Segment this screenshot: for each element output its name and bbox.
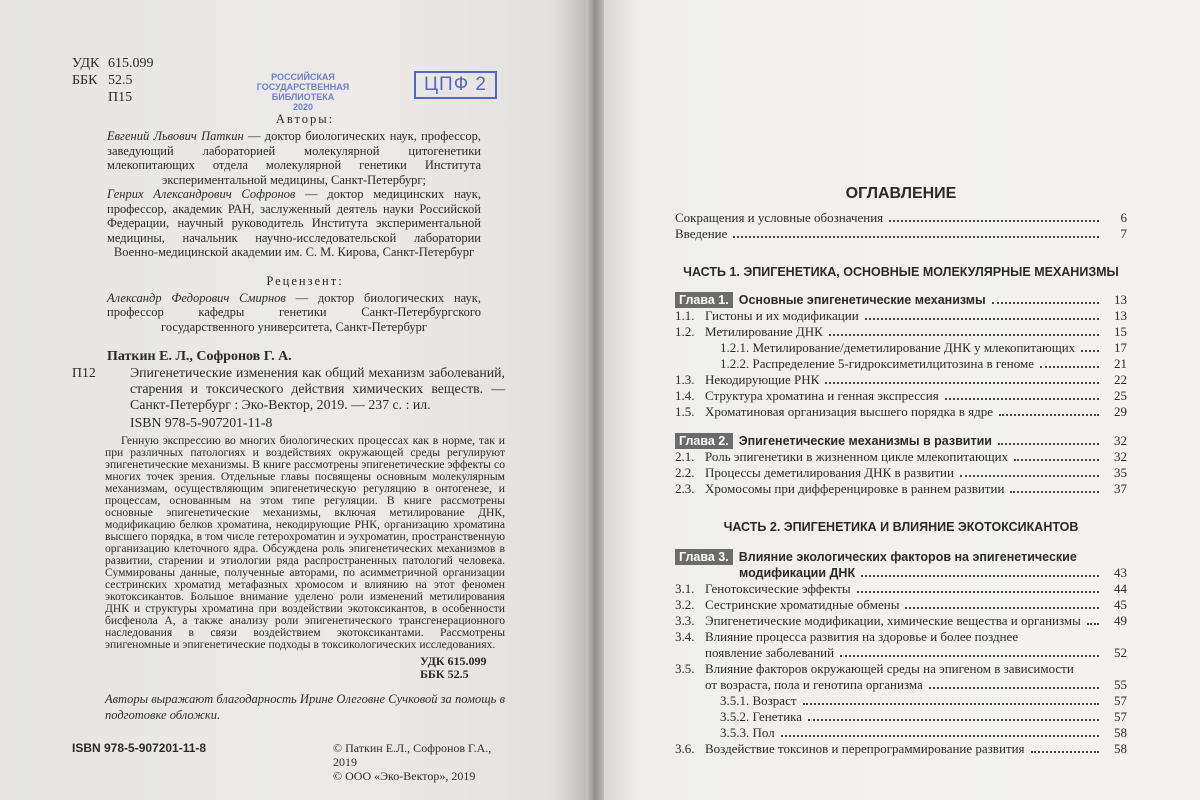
page-number: 17 bbox=[1114, 340, 1127, 355]
toc-entry[interactable] bbox=[675, 725, 1127, 741]
entry-title: Генотоксические эффекты bbox=[705, 581, 851, 596]
reviewer-heading: Рецензент: bbox=[266, 273, 344, 288]
entry-title: Влияние факторов окружающей среды на эпигеном в зависимости bbox=[705, 661, 1074, 676]
entry-number: 2.2. bbox=[675, 465, 695, 480]
page-number: 6 bbox=[1120, 210, 1127, 225]
dot-leader bbox=[808, 719, 1099, 721]
entry-title-cont: от возраста, пола и генотипа организма bbox=[705, 677, 923, 692]
reviewer-name: Александр Федорович Смирнов bbox=[107, 290, 286, 305]
dot-leader bbox=[865, 318, 1099, 320]
reviewer-desc: — доктор биологических наук, профессор кафедры генетики Санкт-Петербургского государственного университета, Санкт-Петербург bbox=[107, 290, 482, 334]
entry-number: 3.3. bbox=[675, 613, 695, 628]
entry-title: Некодирующие РНК bbox=[705, 372, 820, 387]
entry-title: 3.5.1. Возраст bbox=[720, 693, 797, 708]
page-number: 7 bbox=[1120, 226, 1127, 241]
dot-leader bbox=[803, 703, 1099, 705]
biblio-code: П12 bbox=[72, 365, 96, 380]
page-number: 35 bbox=[1114, 465, 1127, 480]
dot-leader bbox=[861, 575, 1099, 577]
stamp-line: ГОСУДАРСТВЕННАЯ bbox=[256, 82, 350, 92]
dot-leader bbox=[905, 607, 1099, 609]
code-label: УДК bbox=[72, 56, 100, 71]
entry-title: 3.5.2. Генетика bbox=[720, 709, 803, 724]
imprint-footer bbox=[72, 741, 505, 783]
page-number: 49 bbox=[1114, 613, 1127, 628]
page-number: 57 bbox=[1114, 709, 1127, 724]
book-spine bbox=[586, 0, 606, 800]
entry-title: Сокращения и условные обозначения bbox=[675, 210, 884, 225]
dot-leader bbox=[889, 220, 1099, 222]
udk: УДК 615.099 bbox=[420, 654, 487, 668]
page-number: 45 bbox=[1114, 597, 1127, 612]
toc-entry[interactable] bbox=[675, 210, 1127, 226]
dot-leader bbox=[733, 236, 1099, 238]
page-number: 55 bbox=[1114, 677, 1127, 692]
dot-leader bbox=[825, 382, 1099, 384]
dot-leader bbox=[857, 591, 1099, 593]
entry-number: 2.3. bbox=[675, 481, 695, 496]
entry-number: 3.1. bbox=[675, 581, 695, 596]
left-page-content bbox=[72, 112, 505, 783]
part-heading: ЧАСТЬ 1. ЭПИГЕНЕТИКА, ОСНОВНЫЕ МОЛЕКУЛЯРНЫЕ МЕХАНИЗМЫ bbox=[683, 265, 1119, 279]
stamp-line: БИБЛИОТЕКА bbox=[271, 92, 335, 102]
page-number: 58 bbox=[1114, 741, 1127, 756]
isbn-bottom: ISBN 978-5-907201-11-8 bbox=[72, 741, 207, 755]
dot-leader bbox=[1031, 751, 1099, 753]
chapter-entry[interactable] bbox=[675, 292, 1127, 308]
page-number: 29 bbox=[1114, 404, 1127, 419]
toc-entry[interactable] bbox=[675, 404, 1127, 420]
toc-entry[interactable] bbox=[675, 481, 1127, 497]
dot-leader bbox=[1014, 459, 1099, 461]
toc-entry[interactable] bbox=[675, 709, 1127, 725]
toc-entry[interactable] bbox=[675, 356, 1127, 372]
toc-entry[interactable] bbox=[675, 340, 1127, 356]
chapter-label: Глава 3. bbox=[675, 549, 733, 565]
toc-entry[interactable] bbox=[675, 693, 1127, 709]
copyright-line: © ООО «Эко-Вектор», 2019 bbox=[333, 769, 476, 783]
entry-title: Основные эпигенетические механизмы bbox=[738, 293, 986, 307]
biblio-title: Эпигенетические изменения как общий механизм заболеваний, старения и токсического действия химических веществ. — Санкт-Петербург : Эко-Вектор, 2019. — 237 с. : ил. bbox=[130, 365, 505, 412]
entry-number: 3.5. bbox=[675, 661, 695, 676]
entry-number: 3.2. bbox=[675, 597, 695, 612]
entry-title: Процессы деметилирования ДНК в развитии bbox=[705, 465, 954, 480]
page-number: 22 bbox=[1114, 372, 1127, 387]
toc-chapter-1 bbox=[675, 292, 1127, 420]
bbk: ББК 52.5 bbox=[420, 667, 469, 681]
author-name: Евгений Львович Паткин bbox=[107, 129, 244, 143]
toc-entry[interactable] bbox=[675, 226, 1127, 242]
dot-leader bbox=[960, 475, 1099, 477]
code-value: 615.099 bbox=[108, 56, 154, 71]
code-value: П15 bbox=[108, 90, 133, 105]
entry-title: Хромосомы при дифференцировке в раннем развитии bbox=[705, 481, 1005, 496]
page-number: 52 bbox=[1114, 645, 1127, 660]
entry-title: Метилирование ДНК bbox=[705, 324, 823, 339]
entry-number: 1.2. bbox=[675, 324, 695, 339]
page-number: 13 bbox=[1114, 308, 1127, 323]
library-stamp bbox=[248, 72, 358, 112]
entry-number: 2.1. bbox=[675, 449, 695, 464]
stamp-line: 2020 bbox=[292, 102, 314, 112]
entry-title: Влияние экологических факторов на эпигенетические bbox=[738, 550, 1077, 564]
stamp-line: РОССИЙСКАЯ bbox=[271, 72, 335, 82]
toc-chapter-3 bbox=[675, 549, 1127, 757]
entry-number: 3.4. bbox=[675, 629, 695, 644]
page-number: 57 bbox=[1114, 693, 1127, 708]
page-number: 25 bbox=[1114, 388, 1127, 403]
dot-leader bbox=[999, 414, 1099, 416]
reviewer-block bbox=[107, 291, 481, 335]
chapter-label: Глава 2. bbox=[675, 433, 733, 449]
entry-title: Хроматиновая организация высшего порядка в ядре bbox=[705, 404, 993, 419]
toc-entry[interactable] bbox=[675, 465, 1127, 481]
biblio-isbn: ISBN 978-5-907201-11-8 bbox=[130, 415, 273, 430]
dot-leader bbox=[829, 334, 1099, 336]
code-stamp: ЦПФ 2 bbox=[414, 71, 497, 99]
authors-heading: Авторы: bbox=[275, 112, 335, 126]
page-number: 58 bbox=[1114, 725, 1127, 740]
chapter-label: Глава 1. bbox=[675, 292, 733, 308]
toc-intro bbox=[675, 210, 1127, 242]
copyright bbox=[333, 741, 505, 783]
acknowledgement: Авторы выражают благодарность Ирине Олеговне Сучковой за помощь в подготовке обложки. bbox=[105, 692, 505, 722]
page-number: 15 bbox=[1114, 324, 1127, 339]
entry-number: 1.3. bbox=[675, 372, 695, 387]
toc-entry[interactable] bbox=[675, 613, 1127, 629]
dot-leader bbox=[929, 687, 1099, 689]
udk-bbk bbox=[420, 655, 505, 681]
page-number: 43 bbox=[1114, 565, 1127, 580]
dot-leader bbox=[992, 302, 1099, 304]
toc-title: ОГЛАВЛЕНИЕ bbox=[845, 185, 957, 202]
table-of-contents bbox=[675, 184, 1127, 757]
entry-title: Сестринские хроматидные обмены bbox=[705, 597, 900, 612]
page-number: 44 bbox=[1114, 581, 1127, 596]
entry-number: 1.1. bbox=[675, 308, 695, 323]
chapter-entry[interactable] bbox=[675, 549, 1127, 581]
entry-title: 3.5.3. Пол bbox=[720, 725, 775, 740]
entry-title: Эпигенетические модификации, химические вещества и организмы bbox=[705, 613, 1081, 628]
toc-entry[interactable] bbox=[675, 324, 1127, 340]
authors-block bbox=[107, 129, 481, 260]
code-label: ББК bbox=[72, 73, 98, 88]
dot-leader bbox=[1010, 491, 1099, 493]
classification-codes bbox=[72, 55, 154, 106]
page-number: 37 bbox=[1114, 481, 1127, 496]
copyright-line: © Паткин Е.Л., Софронов Г.А., 2019 bbox=[333, 741, 492, 769]
biblio-authors: Паткин Е. Л., Софронов Г. А. bbox=[107, 349, 292, 364]
dot-leader bbox=[998, 443, 1099, 445]
toc-entry[interactable] bbox=[675, 597, 1127, 613]
entry-number: 1.5. bbox=[675, 404, 695, 419]
dot-leader bbox=[1081, 350, 1099, 352]
biblio-entry bbox=[72, 365, 505, 413]
entry-title: 1.2.1. Метилирование/деметилирование ДНК у млекопитающих bbox=[720, 340, 1076, 355]
dot-leader bbox=[840, 655, 1099, 657]
toc-entry[interactable] bbox=[675, 388, 1127, 404]
toc-entry[interactable] bbox=[675, 581, 1127, 597]
dot-leader bbox=[781, 735, 1099, 737]
entry-title-cont: модификации ДНК bbox=[739, 566, 856, 580]
entry-title-cont: появление заболеваний bbox=[705, 645, 835, 660]
chapter-entry[interactable] bbox=[675, 433, 1127, 449]
part-heading: ЧАСТЬ 2. ЭПИГЕНЕТИКА И ВЛИЯНИЕ ЭКОТОКСИКАНТОВ bbox=[723, 520, 1079, 534]
page-number: 13 bbox=[1114, 292, 1127, 307]
abstract: Генную экспрессию во многих биологических процессах как в норме, так и при различных патологиях и воздействиях окружающей среды регулируют эпигенетические механизмы. В книге рассмотрены эпигенетические эффекты со многих точек зрения. Отдельные главы посвящены основным молекулярным механизмам, осуществляющим эпигенетическую регуляцию в онтогенезе, и процессам, основанным на этом типе регуляции. В книге рассмотрены основные эпигенетические механизмы, включая метилирование ДНК, модификацию белков хроматина, некодирующие РНК, организацию хроматина высшего порядка, в том числе гетерохроматин и эухроматин, пространственную организацию клеточного ядра. Обсуждена роль эпигенетических механизмов в развитии, старении и этиологии ряда распространенных патологий человека. Суммированы данные, полученные авторами, по асимметричной организации сестринских хроматид метафазных хромосом и влиянию на этот феномен экотоксикантов. Большое внимание уделено роли изменений метилирования ДНК и структуры хроматина при воздействии экотоксикантов, в особенности бисфенола А, а также анализу роли эпигенетического трансгенерационного наследования в связи воздействием экотоксикантами. Рассмотрены эпигеномные и эпигенетические подходы в токсикологических исследованиях. bbox=[105, 434, 505, 651]
toc-entry[interactable] bbox=[675, 629, 1127, 661]
dot-leader bbox=[945, 398, 1099, 400]
toc-entry[interactable] bbox=[675, 661, 1127, 693]
toc-entry[interactable] bbox=[675, 372, 1127, 388]
entry-title: Эпигенетические механизмы в развитии bbox=[738, 434, 992, 448]
toc-entry[interactable] bbox=[675, 741, 1127, 757]
entry-title: Влияние процесса развития на здоровье и более позднее bbox=[705, 629, 1019, 644]
author-desc: — доктор биологических наук, профессор, заведующий лабораторией молекулярной цитогенетики млекопитающих отдела молекулярной генетики Института экспериментальной медицины, Санкт-Петербург; bbox=[107, 129, 481, 187]
entry-title: Структура хроматина и генная экспрессия bbox=[705, 388, 939, 403]
entry-title: Воздействие токсинов и перепрограммирование развития bbox=[705, 741, 1025, 756]
page-number: 32 bbox=[1114, 433, 1127, 448]
page-number: 21 bbox=[1114, 356, 1127, 371]
entry-title: Роль эпигенетики в жизненном цикле млекопитающих bbox=[705, 449, 1009, 464]
author-desc: — доктор медицинских наук, профессор, академик РАН, заслуженный деятель науки Российской Федерации, научный руководитель Института экспериментальной медицины, начальник научно-исследовательской лаборатории Военно-медицинской академии им. С. М. Кирова, Санкт-Петербург bbox=[107, 187, 481, 259]
entry-title: Гистоны и их модификации bbox=[705, 308, 859, 323]
author-name: Генрих Александрович Софронов bbox=[107, 187, 296, 201]
toc-chapter-2 bbox=[675, 433, 1127, 497]
dot-leader bbox=[1040, 366, 1099, 368]
entry-number: 3.6. bbox=[675, 741, 695, 756]
entry-title: 1.2.2. Распределение 5-гидроксиметилцитозина в геноме bbox=[720, 356, 1034, 371]
entry-number: 1.4. bbox=[675, 388, 695, 403]
entry-title: Введение bbox=[675, 226, 728, 241]
page-number: 32 bbox=[1114, 449, 1127, 464]
code-value: 52.5 bbox=[108, 73, 133, 88]
toc-entry[interactable] bbox=[675, 308, 1127, 324]
toc-entry[interactable] bbox=[675, 449, 1127, 465]
dot-leader bbox=[1087, 623, 1099, 625]
